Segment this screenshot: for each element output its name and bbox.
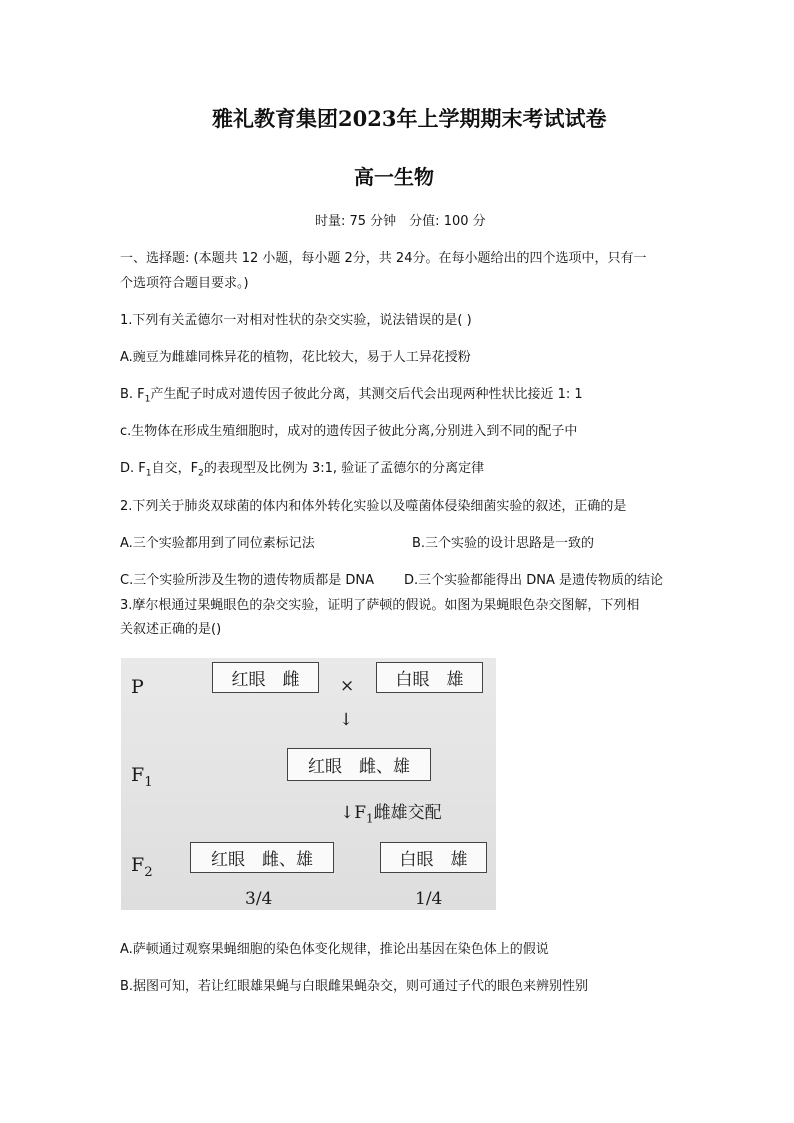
q2-option-b: B.三个实验的设计思路是一致的 [412,536,595,551]
q1-option-d-sub1: 1 [145,468,152,479]
gen-label-p: P [131,676,144,698]
exam-title: 雅礼教育集团2023年上学期期末考试试卷 [212,106,607,131]
gen-label-f2 [131,854,153,880]
subject-title: 高一生物 [354,165,434,189]
q2-option-a: A.三个实验都用到了同位素标记法 [120,536,315,551]
q3-option-a: A.萨顿通过观察果蝇细胞的染色体变化规律，推论出基因在染色体上的假说 [120,942,549,957]
gen-label-f1-sub: 1 [144,774,153,790]
exam-meta: 时量: 75 分钟 分值: 100 分 [315,214,486,229]
q2-stem: 2.下列关于肺炎双球菌的体内和体外转化实验以及噬菌体侵染细菌实验的叙述，正确的是 [120,499,627,514]
section-intro-line2: 个选项符合题目要求。) [120,276,249,291]
gen-label-f2-main: F [131,854,145,876]
f1-offspring-box: 红眼 雌、雄 [287,748,431,781]
ratio-white-eye: 1/4 [415,889,443,909]
q1-option-c: c.生物体在形成生殖细胞时，成对的遗传因子彼此分离,分别进入到不同的配子中 [120,424,578,439]
f1-intercross-label [340,798,442,825]
q1-option-b [120,383,583,405]
ratio-red-eye: 3/4 [245,889,273,909]
q1-option-b-rest: 产生配子时成对遗传因子彼此分离，其测交后代会出现两种性状比接近 1: 1 [150,387,583,402]
q3-stem-line1: 3.摩尔根通过果蝇眼色的杂交实验，证明了萨顿的假说。如图为果蝇眼色杂交图解，下列相 [120,598,640,613]
parent-female-box: 红眼 雌 [212,662,319,693]
q1-option-d-sub2: 2 [198,468,204,479]
parent-male-box: 白眼 雄 [376,662,483,693]
q1-option-d-mid: 自交，F [151,461,199,476]
q1-stem: 1.下列有关孟德尔一对相对性状的杂交实验，说法错误的是( ) [120,313,472,328]
cross-symbol: × [340,676,355,696]
cross-diagram-figure [121,658,496,910]
f1-intercross-text: 雌雄交配 [373,803,442,823]
f1-intercross-sub: 1 [366,811,374,826]
f1-intercross-arrow: ↓F [340,803,367,823]
q2-option-c: C.三个实验所涉及生物的遗传物质都是 DNA [120,573,374,588]
arrow-down-p-to-f1: ↓ [339,710,354,730]
gen-label-f2-sub: 2 [144,864,153,880]
q3-option-b: B.据图可知，若让红眼雄果蝇与白眼雌果蝇杂交，则可通过子代的眼色来辨别性别 [120,979,589,994]
q1-option-d-rest: 的表现型及比例为 3:1, 验证了孟德尔的分离定律 [203,461,485,476]
q3-stem-line2: 关叙述正确的是() [120,622,222,637]
f2-white-eye-box: 白眼 雄 [380,842,487,873]
f2-red-eye-box: 红眼 雌、雄 [190,842,334,873]
q1-option-b-sub: 1 [144,394,151,405]
q1-option-d-prefix: D. F [120,461,146,476]
q1-option-a: A.豌豆为雌雄同株异花的植物，花比较大，易于人工异花授粉 [120,350,471,365]
q1-option-b-prefix: B. F [120,387,145,402]
gen-label-f1 [131,764,153,790]
gen-label-f1-main: F [131,764,145,786]
section-intro-line1: 一、选择题: (本题共 12 小题，每小题 2分，共 24分。在每小题给出的四个选项中，只有一 [120,251,647,266]
q1-option-d [120,457,484,479]
q2-option-d: D.三个实验都能得出 DNA 是遗传物质的结论 [404,573,664,588]
